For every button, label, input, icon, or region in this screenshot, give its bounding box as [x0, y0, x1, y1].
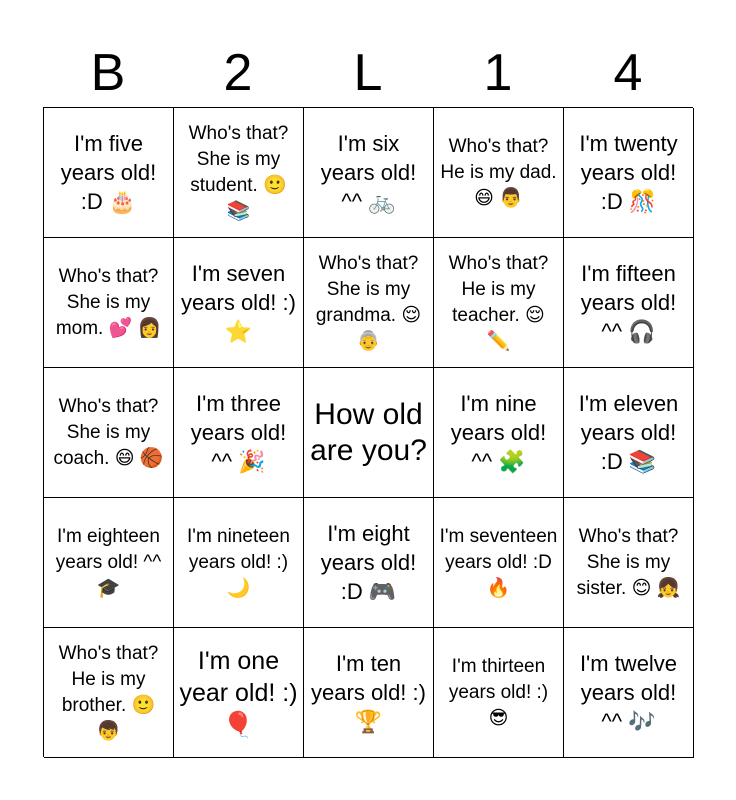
header-letter-5: 4 — [613, 44, 643, 102]
cell-text: Who's that? She is my grandma. 😌 👵 — [315, 252, 422, 352]
bingo-cell-r5c2[interactable] — [174, 628, 304, 758]
bingo-cell-r1c5[interactable] — [564, 108, 694, 238]
cell-text: I'm seven years old! :) ⭐ — [181, 261, 296, 344]
cell-text: I'm eighteen years old! ^^ 🎓 — [55, 525, 162, 599]
bingo-cell-r4c2[interactable] — [174, 498, 304, 628]
header-letter-3: L — [353, 44, 383, 102]
free-space-text: How old are you? — [310, 397, 427, 467]
cell-text: Who's that? He is my brother. 🙂 👦 — [58, 642, 159, 742]
bingo-cell-r5c3[interactable] — [304, 628, 434, 758]
cell-text: I'm eight years old! :D 🎮 — [320, 521, 417, 604]
bingo-cell-r4c3[interactable] — [304, 498, 434, 628]
bingo-cell-r3c1[interactable] — [44, 368, 174, 498]
bingo-cell-r3c5[interactable] — [564, 368, 694, 498]
cell-text: I'm fifteen years old! ^^ 🎧 — [580, 261, 677, 344]
cell-text: I'm ten years old! :) 🏆 — [311, 651, 426, 734]
cell-text: I'm eleven years old! :D 📚 — [578, 391, 679, 474]
header-letter-2: 2 — [223, 44, 253, 102]
cell-text: I'm seventeen years old! :D 🔥 — [439, 525, 558, 599]
bingo-cell-r4c5[interactable] — [564, 498, 694, 628]
cell-text: I'm nineteen years old! :) 🌙 — [187, 525, 290, 599]
cell-text: Who's that? She is my sister. 😊 👧 — [576, 525, 681, 599]
bingo-cell-r2c3[interactable] — [304, 238, 434, 368]
bingo-cell-r3c2[interactable] — [174, 368, 304, 498]
cell-text: Who's that? She is my student. 🙂 📚 — [188, 122, 289, 222]
bingo-cell-r2c4[interactable] — [434, 238, 564, 368]
bingo-cell-free-space[interactable] — [304, 368, 434, 498]
cell-text: Who's that? He is my dad. 😄 👨 — [440, 135, 557, 209]
bingo-cell-r1c3[interactable] — [304, 108, 434, 238]
cell-text: I'm five years old! :D 🎂 — [60, 131, 157, 214]
cell-text: I'm three years old! ^^ 🎉 — [190, 391, 287, 474]
bingo-cell-r5c1[interactable] — [44, 628, 174, 758]
cell-text: Who's that? She is my mom. 💕 👩 — [55, 265, 162, 339]
cell-text: I'm thirteen years old! :) 😎 — [448, 655, 549, 729]
header-letter-1: B — [90, 44, 126, 102]
bingo-cell-r1c2[interactable] — [174, 108, 304, 238]
cell-text: I'm nine years old! ^^ 🧩 — [450, 391, 547, 474]
bingo-cell-r4c4[interactable] — [434, 498, 564, 628]
cell-text: I'm twelve years old! ^^ 🎶 — [579, 651, 678, 734]
bingo-cell-r3c4[interactable] — [434, 368, 564, 498]
bingo-cell-r5c4[interactable] — [434, 628, 564, 758]
cell-text: Who's that? He is my teacher. 😌 ✏️ — [448, 252, 549, 352]
header-letter-4: 1 — [483, 44, 513, 102]
cell-text: I'm twenty years old! :D 🎊 — [579, 131, 678, 214]
bingo-cell-r1c1[interactable] — [44, 108, 174, 238]
bingo-board — [43, 107, 693, 757]
bingo-cell-r2c5[interactable] — [564, 238, 694, 368]
bingo-cell-r1c4[interactable] — [434, 108, 564, 238]
bingo-cell-r2c2[interactable] — [174, 238, 304, 368]
cell-text: I'm six years old! ^^ 🚲 — [320, 131, 417, 214]
cell-text: Who's that? She is my coach. 😄 🏀 — [53, 395, 164, 469]
bingo-cell-r4c1[interactable] — [44, 498, 174, 628]
bingo-cell-r2c1[interactable] — [44, 238, 174, 368]
bingo-cell-r5c5[interactable] — [564, 628, 694, 758]
cell-text: I'm one year old! :) 🎈 — [179, 646, 298, 739]
bingo-header — [43, 38, 693, 108]
